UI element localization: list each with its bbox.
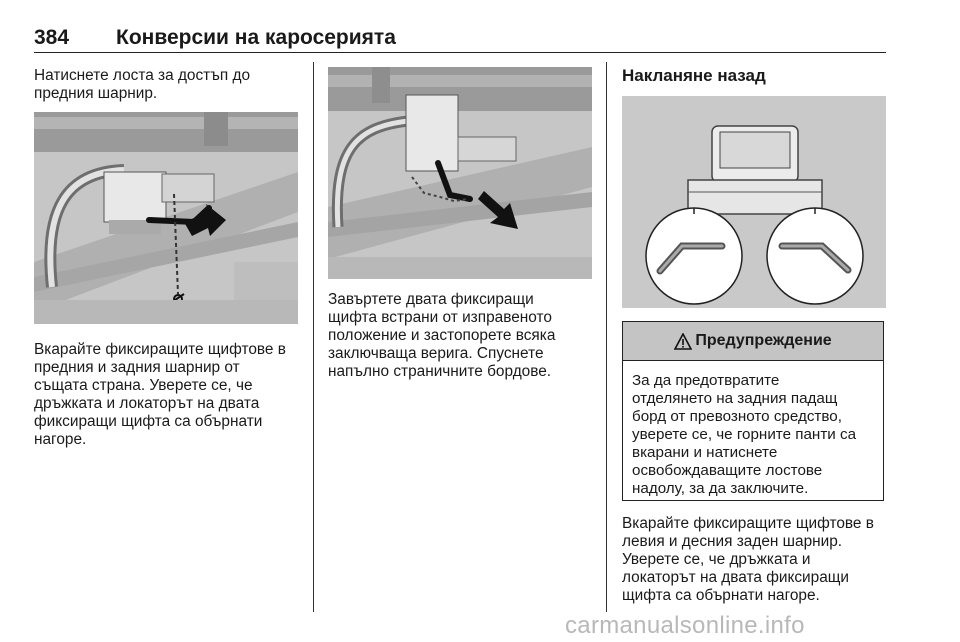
warning-title: Предупреждение	[695, 332, 832, 349]
locking-pin-rotation-illustration	[328, 67, 592, 279]
warning-box	[622, 321, 884, 501]
warning-text: За да предотвратите отделянето на задния падащ борд от превозното средство, уверете се, че горните панти са вкарани и натиснете освобождаващите лостове надолу, за да заключите.	[632, 372, 857, 497]
column-divider	[606, 62, 607, 612]
tilt-back-illustration	[622, 96, 886, 308]
chapter-title: Конверсии на каросерията	[116, 26, 396, 49]
rear-pins-paragraph: Вкарайте фиксиращите щифтове в левия и десния заден шарнир. Уверете се, че дръжката и локаторът на двата фиксиращи щифта са обърнати нагоре.	[622, 515, 874, 604]
warning-triangle-icon	[674, 333, 692, 350]
page-number: 384	[34, 26, 70, 49]
insert-pins-paragraph: Вкарайте фиксиращите щифтове в предния и задния шарнир от същата страна. Уверете се, че дръжката и локаторът на двата фиксиращи щифта са обърнати нагоре.	[34, 341, 286, 448]
warning-header	[623, 322, 883, 361]
rotate-pins-paragraph: Завъртете двата фиксиращи щифта встрани от изправеното положение и застопорете всяка заключваща верига. Спуснете напълно страничните бордове.	[328, 291, 556, 380]
section-title: Накланяне назад	[622, 66, 766, 85]
page-header	[34, 26, 886, 53]
column-divider	[313, 62, 314, 612]
front-hinge-illustration	[34, 112, 298, 324]
intro-paragraph: Натиснете лоста за достъп до предния шарнир.	[34, 67, 251, 102]
watermark: carmanualsonline.info	[565, 612, 805, 639]
